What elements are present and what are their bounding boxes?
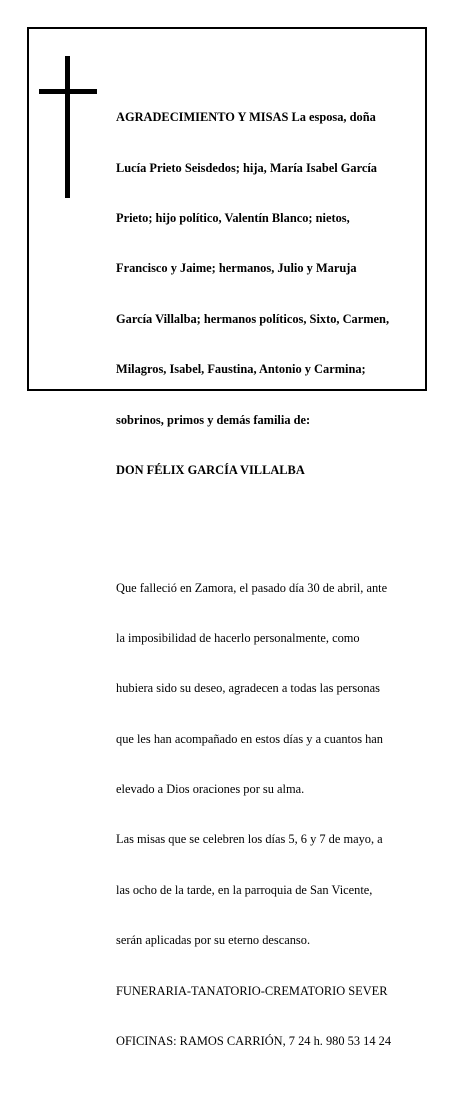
cross-vertical-bar xyxy=(65,56,70,198)
body-line: Las misas que se celebren los días 5, 6 y 7 de mayo, a xyxy=(116,832,383,847)
notice-heading xyxy=(116,76,422,513)
body-line: que les han acompañado en estos días y a cuantos han xyxy=(116,731,384,746)
heading-line: Milagros, Isabel, Faustina, Antonio y Carmina; xyxy=(116,362,366,377)
obituary-notice xyxy=(27,27,427,1049)
office-address-line: OFICINAS: RAMOS CARRIÓN, 7 24 h. 980 53 14 24 xyxy=(116,1034,392,1049)
heading-line: AGRADECIMIENTO Y MISAS La esposa, doña xyxy=(116,110,376,125)
heading-line: Francisco y Jaime; hermanos, Julio y Maruja xyxy=(116,261,357,276)
body-line: Que falleció en Zamora, el pasado día 30 de abril, ante xyxy=(116,580,388,595)
heading-line: Lucía Prieto Seisdedos; hija, María Isabel García xyxy=(116,160,377,175)
latin-cross-icon xyxy=(39,56,97,198)
body-line: hubiera sido su deseo, agradecen a todas las personas xyxy=(116,681,380,696)
heading-line: García Villalba; hermanos políticos, Sixto, Carmen, xyxy=(116,311,390,326)
body-line: serán aplicadas por su eterno descanso. xyxy=(116,933,311,948)
heading-line: sobrinos, primos y demás familia de: xyxy=(116,412,311,427)
body-line: la imposibilidad de hacerlo personalmente, como xyxy=(116,630,360,645)
notice-text xyxy=(116,42,422,1117)
body-line: elevado a Dios oraciones por su alma. xyxy=(116,782,305,797)
body-line: las ocho de la tarde, en la parroquia de San Vicente, xyxy=(116,882,373,897)
funeral-home-line: FUNERARIA-TANATORIO-CREMATORIO SEVER xyxy=(116,983,388,998)
deceased-name: DON FÉLIX GARCÍA VILLALBA xyxy=(116,462,305,477)
heading-line: Prieto; hijo político, Valentín Blanco; nietos, xyxy=(116,210,350,225)
notice-body xyxy=(116,546,422,1084)
cross-horizontal-bar xyxy=(39,89,97,94)
